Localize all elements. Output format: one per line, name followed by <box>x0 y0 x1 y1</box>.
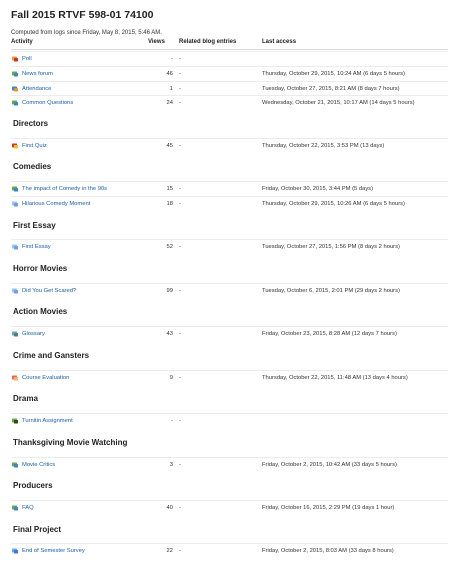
related-blog-entries: - <box>179 288 181 294</box>
views-count: 1 <box>169 86 173 92</box>
activity-link[interactable]: Course Evaluation <box>22 375 70 381</box>
header-blog[interactable]: Related blog entries <box>179 39 237 45</box>
last-access: Friday, October 2, 2015, 10:42 AM (33 days 5 hours) <box>262 462 397 468</box>
activity-link[interactable]: Turnitin Assignment <box>22 418 73 424</box>
table-row <box>0 373 459 383</box>
activity-link[interactable]: Movie Critics <box>22 462 56 468</box>
table-row <box>0 460 459 470</box>
activity-link[interactable]: News forum <box>22 71 53 77</box>
related-blog-entries: - <box>179 462 181 468</box>
views-count: 18 <box>166 201 173 207</box>
table-row <box>0 54 459 64</box>
assignment-icon <box>12 244 18 250</box>
last-access: Tuesday, October 27, 2015, 1:56 PM (8 days 2 hours) <box>262 244 400 250</box>
related-blog-entries: - <box>179 56 181 62</box>
table-row <box>0 242 459 252</box>
related-blog-entries: - <box>179 418 181 424</box>
activity-link[interactable]: The impact of Comedy in the 90s <box>22 186 108 192</box>
section-heading: Directors <box>13 119 49 128</box>
forum-icon <box>12 100 18 106</box>
last-access: Tuesday, October 27, 2015, 8:21 AM (8 days 7 hours) <box>262 86 400 92</box>
views-count: 45 <box>166 143 173 149</box>
survey-icon <box>12 548 18 554</box>
activity-link[interactable]: Glossary <box>22 331 45 337</box>
row-divider <box>11 138 448 139</box>
row-divider <box>11 543 448 544</box>
header-views[interactable]: Views <box>148 39 165 45</box>
page-title: Fall 2015 RTVF 598-01 74100 <box>11 9 154 21</box>
row-divider <box>11 51 448 52</box>
forum-icon <box>12 505 18 511</box>
row-divider <box>11 66 448 67</box>
views-count: 3 <box>169 462 173 468</box>
section-heading: Comedies <box>13 162 52 171</box>
related-blog-entries: - <box>179 244 181 250</box>
table-row <box>0 84 459 94</box>
table-row <box>0 199 459 209</box>
section-heading: Final Project <box>13 525 62 534</box>
last-access: Friday, October 2, 2015, 8:03 AM (33 days 8 hours) <box>262 548 394 554</box>
views-count: 99 <box>166 288 173 294</box>
related-blog-entries: - <box>179 505 181 511</box>
computed-note: Computed from logs since Friday, May 8, 2015, 5:46 AM. <box>11 30 162 36</box>
views-count: 43 <box>166 331 173 337</box>
related-blog-entries: - <box>179 71 181 77</box>
turnitin-icon <box>12 418 18 424</box>
glossary-icon <box>12 331 18 337</box>
last-access: Friday, October 30, 2015, 3:44 PM (5 days) <box>262 186 374 192</box>
table-row <box>0 184 459 194</box>
row-divider <box>11 457 448 458</box>
assignment-icon <box>12 201 18 207</box>
last-access: Thursday, October 29, 2015, 10:24 AM (6 days 5 hours) <box>262 71 405 77</box>
attendance-icon <box>12 86 18 92</box>
quiz-icon <box>12 143 18 149</box>
activity-link[interactable]: Common Questions <box>22 100 74 106</box>
activity-link[interactable]: End of Semester Survey <box>22 548 85 554</box>
related-blog-entries: - <box>179 331 181 337</box>
table-row <box>0 141 459 151</box>
row-divider <box>11 196 448 197</box>
last-access: Wednesday, October 21, 2015, 10:17 AM (14 days 5 hours) <box>262 100 415 106</box>
related-blog-entries: - <box>179 201 181 207</box>
table-row <box>0 69 459 79</box>
forum-icon <box>12 186 18 192</box>
views-count: 40 <box>166 505 173 511</box>
last-access: Tuesday, October 6, 2015, 2:01 PM (29 days 2 hours) <box>262 288 400 294</box>
section-heading: Thanksgiving Movie Watching <box>13 438 128 447</box>
activity-link[interactable]: Did You Get Scared? <box>22 288 77 294</box>
activity-link[interactable]: FAQ <box>22 505 34 511</box>
activity-link[interactable]: First Quiz <box>22 143 47 149</box>
row-divider <box>11 500 448 501</box>
row-divider <box>11 283 448 284</box>
related-blog-entries: - <box>179 548 181 554</box>
related-blog-entries: - <box>179 143 181 149</box>
related-blog-entries: - <box>179 86 181 92</box>
activity-link[interactable]: Attendance <box>22 86 52 92</box>
related-blog-entries: - <box>179 186 181 192</box>
table-row <box>0 546 459 556</box>
table-row <box>0 286 459 296</box>
views-count: 22 <box>166 548 173 554</box>
views-count: 9 <box>169 375 173 381</box>
views-count: - <box>171 56 173 62</box>
table-row <box>0 503 459 513</box>
section-heading: Horror Movies <box>13 264 68 273</box>
row-divider <box>11 181 448 182</box>
row-divider <box>11 95 448 96</box>
views-count: - <box>171 418 173 424</box>
row-divider <box>11 81 448 82</box>
assignment-icon <box>12 288 18 294</box>
table-header <box>0 39 459 48</box>
header-last-access[interactable]: Last access <box>262 39 297 45</box>
table-row <box>0 416 459 426</box>
section-heading: First Essay <box>13 221 56 230</box>
views-count: 15 <box>166 186 173 192</box>
related-blog-entries: - <box>179 375 181 381</box>
poll-icon <box>12 56 18 62</box>
section-heading: Action Movies <box>13 307 68 316</box>
feedback-icon <box>12 375 18 381</box>
related-blog-entries: - <box>179 100 181 106</box>
section-heading: Producers <box>13 481 53 490</box>
row-divider <box>11 413 448 414</box>
row-divider <box>11 239 448 240</box>
header-divider <box>11 49 448 50</box>
activity-link[interactable]: Poll <box>22 56 32 62</box>
last-access: Thursday, October 22, 2015, 11:48 AM (13 days 4 hours) <box>262 375 408 381</box>
last-access: Friday, October 16, 2015, 2:29 PM (19 days 1 hour) <box>262 505 395 511</box>
table-row <box>0 98 459 108</box>
views-count: 24 <box>166 100 173 106</box>
last-access: Friday, October 23, 2015, 8:28 AM (12 days 7 hours) <box>262 331 397 337</box>
row-divider <box>11 326 448 327</box>
row-divider <box>11 370 448 371</box>
last-access: Thursday, October 22, 2015, 3:53 PM (13 days) <box>262 143 385 149</box>
header-activity[interactable]: Activity <box>11 39 33 45</box>
views-count: 46 <box>166 71 173 77</box>
table-row <box>0 329 459 339</box>
activity-link[interactable]: Hilarious Comedy Moment <box>22 201 91 207</box>
forum-icon <box>12 71 18 77</box>
section-heading: Drama <box>13 394 38 403</box>
section-heading: Crime and Gansters <box>13 351 90 360</box>
views-count: 52 <box>166 244 173 250</box>
last-access: Thursday, October 29, 2015, 10:26 AM (6 days 5 hours) <box>262 201 405 207</box>
activity-link[interactable]: First Essay <box>22 244 51 250</box>
forum-icon <box>12 462 18 468</box>
